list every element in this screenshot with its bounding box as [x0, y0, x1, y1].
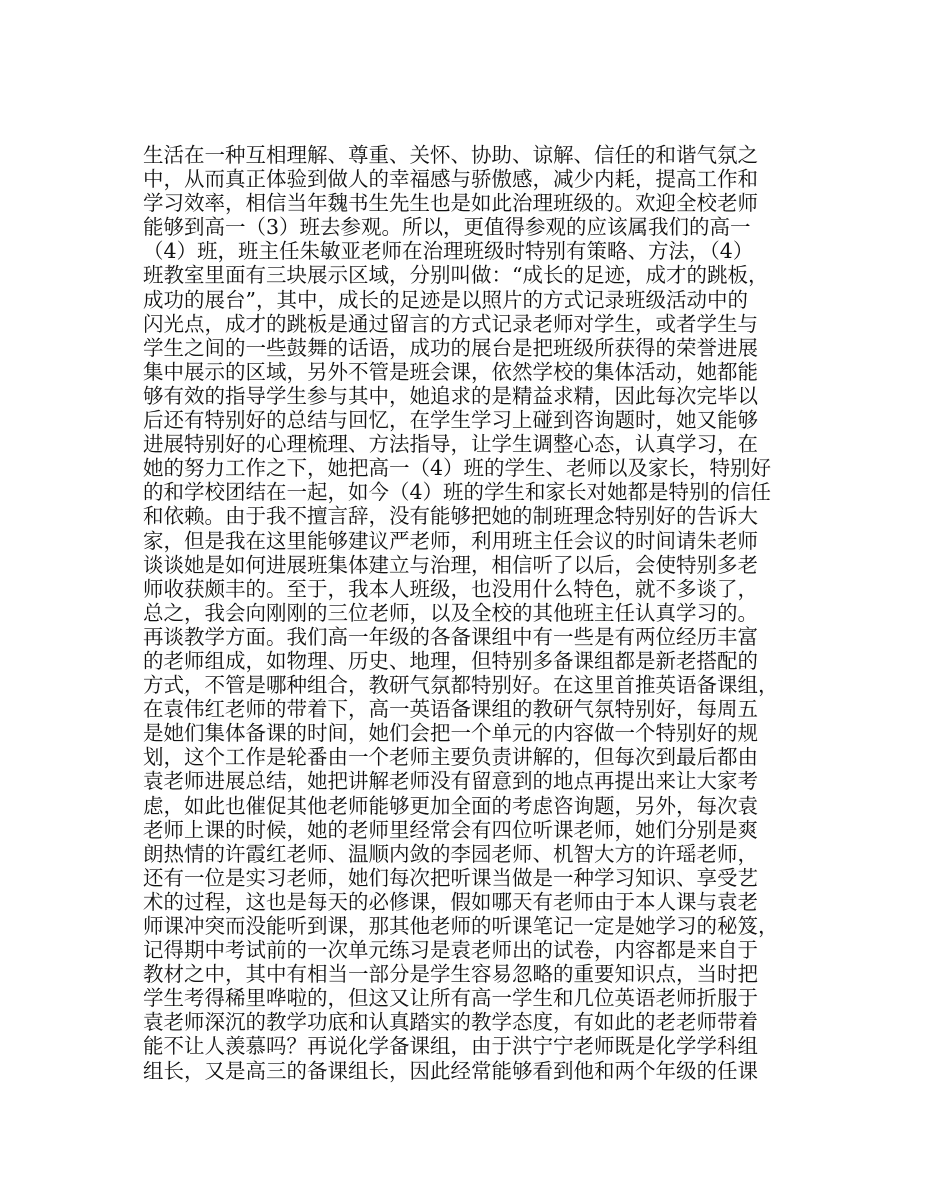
text-line: 师收获颇丰的。至于，我本人班级，也没用什么特色，就不多谈了， [143, 576, 758, 601]
text-line: 的和学校团结在一起，如今（4）班的学生和家长对她都是特别的信任 [143, 480, 772, 505]
text-line: 中，从而真正体验到做人的幸福感与骄傲感，减少内耗，提高工作和 [143, 167, 758, 192]
text-line: 闪光点，成才的跳板是通过留言的方式记录老师对学生，或者学生与 [143, 311, 758, 336]
text-line: 术的过程，这也是每天的必修课，假如哪天有老师由于本人课与袁老 [143, 889, 758, 914]
text-line: 够有效的指导学生参与其中，她追求的是精益求精，因此每次完毕以 [143, 383, 758, 408]
text-line: 后还有特别好的总结与回忆，在学生学习上碰到咨询题时，她又能够 [143, 408, 758, 433]
text-line: 教材之中，其中有相当一部分是学生容易忽略的重要知识点，当时把 [143, 962, 758, 987]
text-line: 再谈教学方面。我们高一年级的各备课组中有一些是有两位经历丰富 [143, 624, 758, 649]
text-line: 袁老师深沉的教学功底和认真踏实的教学态度，有如此的老老师带着 [143, 1010, 758, 1035]
text-line: 和依赖。由于我不擅言辞，没有能够把她的制班理念特别好的告诉大 [143, 504, 758, 529]
text-line: 集中展示的区域，另外不管是班会课，依然学校的集体活动，她都能 [143, 359, 758, 384]
body-text [143, 143, 823, 1083]
text-line: 朗热情的许霞红老师、温顺内敛的李园老师、机智大方的许瑶老师， [143, 841, 758, 866]
text-line: 学习效率，相信当年魏书生先生也是如此治理班级的。欢迎全校老师 [143, 191, 758, 216]
text-line: 组长，又是高三的备课组长，因此经常能够看到他和两个年级的任课 [143, 1058, 758, 1083]
text-line: 谈谈她是如何进展班集体建立与治理，相信听了以后，会使特别多老 [143, 552, 758, 577]
text-line: 袁老师进展总结，她把讲解老师没有留意到的地点再提出来让大家考 [143, 769, 758, 794]
text-line: 在袁伟红老师的带着下，高一英语备课组的教研气氛特别好，每周五 [143, 697, 758, 722]
text-line: 师课冲突而没能听到课，那其他老师的听课笔记一定是她学习的秘笈， [143, 914, 779, 938]
text-line: （4）班，班主任朱敏亚老师在治理班级时特别有策略、方法，（4） [143, 239, 754, 264]
text-line: 学生之间的一些鼓舞的话语，成功的展台是把班级所获得的荣誉进展 [143, 335, 758, 360]
text-line: 划，这个工作是轮番由一个老师主要负责讲解的，但每次到最后都由 [143, 745, 758, 770]
text-line: 能不让人羡慕吗？再说化学备课组，由于洪宁宁老师既是化学学科组 [143, 1034, 758, 1059]
text-line: 虑，如此也催促其他老师能够更加全面的考虑咨询题，另外，每次袁 [143, 793, 758, 818]
text-line: 记得期中考试前的一次单元练习是袁老师出的试卷，内容都是来自于 [143, 938, 758, 963]
text-line: 的老师组成，如物理、历史、地理，但特别多备课组都是新老搭配的 [143, 648, 758, 673]
text-line: 家，但是我在这里能够建议严老师，利用班主任会议的时间请朱老师 [143, 528, 758, 553]
text-line: 班教室里面有三块展示区域，分别叫做：“成长的足迹，成才的跳板， [143, 263, 769, 288]
text-line: 老师上课的时候，她的老师里经常会有四位听课老师，她们分别是爽 [143, 817, 758, 842]
text-line: 她的努力工作之下，她把高一（4）班的学生、老师以及家长，特别好 [143, 456, 772, 481]
text-line: 生活在一种互相理解、尊重、关怀、协助、谅解、信任的和谐气氛之 [143, 143, 758, 167]
text-line: 能够到高一（3）班去参观。所以，更值得参观的应该属我们的高一 [143, 215, 751, 240]
text-line: 是她们集体备课的时间，她们会把一个单元的内容做一个特别好的规 [143, 721, 758, 746]
text-line: 进展特别好的心理梳理、方法指导，让学生调整心态，认真学习，在 [143, 432, 758, 457]
text-line: 成功的展台”，其中，成长的足迹是以照片的方式记录班级活动中的 [143, 287, 748, 312]
text-line: 还有一位是实习老师，她们每次把听课当做是一种学习知识、享受艺 [143, 865, 758, 890]
text-line: 总之，我会向刚刚的三位老师，以及全校的其他班主任认真学习的。 [143, 600, 758, 625]
text-line: 学生考得稀里哗啦的，但这又让所有高一学生和几位英语老师折服于 [143, 986, 758, 1011]
text-line: 方式，不管是哪种组合，教研气氛都特别好。在这里首推英语备课组， [143, 673, 779, 698]
